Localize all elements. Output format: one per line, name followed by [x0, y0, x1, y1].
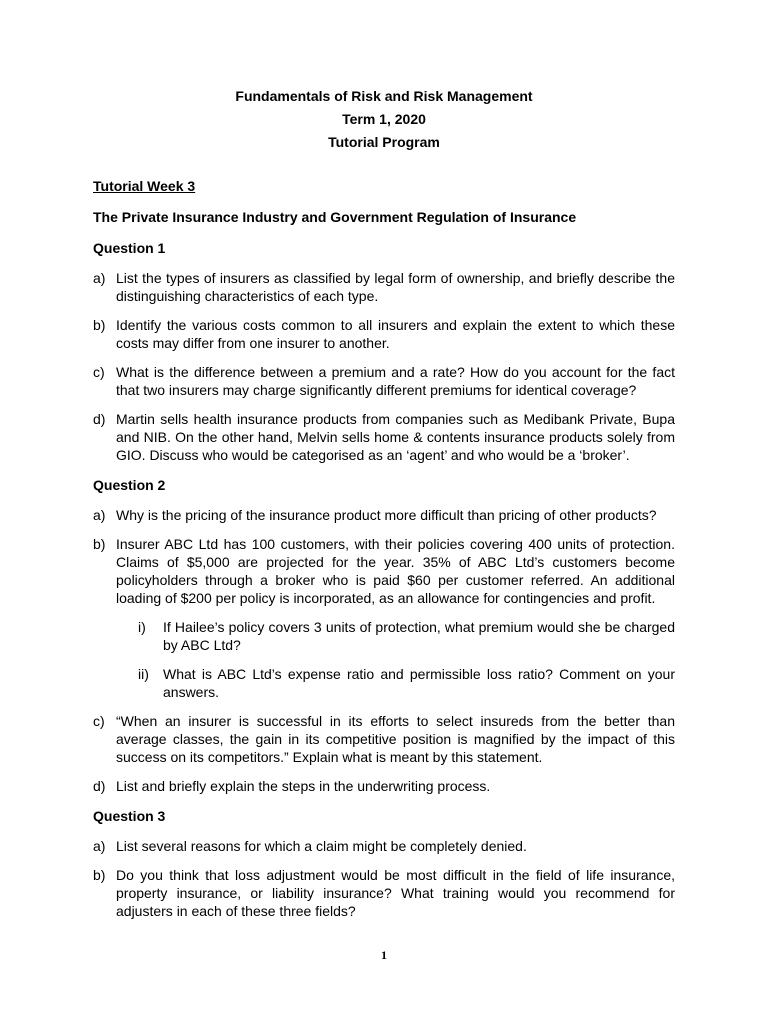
program-title: Tutorial Program [328, 134, 440, 150]
item-label: c) [93, 364, 105, 380]
item-text: “When an insurer is successful in its efforts to select insureds from the better than average classes, the gain in its competitive position is magnified by the impact of this success on its competitors.” Explain what is meant by this statement. [116, 713, 675, 765]
question-2c [93, 712, 675, 766]
document-header [93, 85, 675, 154]
item-label: d) [93, 411, 106, 427]
item-text: What is the difference between a premium and a rate? How do you account for the fact that two insurers may charge significantly different premiums for identical coverage? [116, 364, 675, 398]
question-2-heading: Question 2 [93, 477, 166, 493]
document-page [93, 85, 675, 931]
tutorial-week-heading: Tutorial Week 3 [93, 178, 196, 194]
item-label: a) [93, 270, 106, 286]
item-label: b) [93, 317, 106, 333]
subitem-text: What is ABC Ltd’s expense ratio and permissible loss ratio? Comment on your answers. [163, 666, 675, 700]
subitem-text: If Hailee’s policy covers 3 units of protection, what premium would she be charged by ABC Ltd? [163, 619, 675, 653]
section-subtitle: The Private Insurance Industry and Government Regulation of Insurance [93, 209, 577, 225]
subitem-label: i) [138, 619, 146, 635]
item-label: d) [93, 778, 106, 794]
question-3b [93, 866, 675, 920]
question-2b-ii [138, 665, 675, 701]
question-3-heading: Question 3 [93, 808, 166, 824]
question-3a [93, 837, 675, 855]
item-label: b) [93, 867, 106, 883]
question-1-heading: Question 1 [93, 240, 166, 256]
question-1d [93, 410, 675, 464]
subitem-label: ii) [138, 666, 149, 682]
question-1b [93, 316, 675, 352]
item-text: List the types of insurers as classified by legal form of ownership, and briefly describe the distinguishing characteristics of each type. [116, 270, 675, 304]
course-title: Fundamentals of Risk and Risk Management [235, 88, 533, 104]
question-1a [93, 269, 675, 305]
question-2d [93, 777, 675, 795]
item-text: Do you think that loss adjustment would be most difficult in the field of life insurance, property insurance, or liability insurance? What training would you recommend for adjusters in each of these three fields? [116, 867, 675, 919]
item-label: a) [93, 507, 106, 523]
item-text: Identify the various costs common to all insurers and explain the extent to which these costs may differ from one insurer to another. [116, 317, 675, 351]
question-2b [93, 535, 675, 607]
item-text: List and briefly explain the steps in the underwriting process. [116, 778, 491, 794]
item-text: List several reasons for which a claim might be completely denied. [116, 838, 527, 854]
item-text: Martin sells health insurance products from companies such as Medibank Private, Bupa and NIB. On the other hand, Melvin sells home & contents insurance products solely from GIO. Discuss who would be categorised as an ‘agent’ and who would be a ‘broker’. [116, 411, 675, 463]
question-2b-i [138, 618, 675, 654]
question-1c [93, 363, 675, 399]
page-number: 1 [381, 948, 387, 962]
term-title: Term 1, 2020 [342, 111, 426, 127]
item-label: a) [93, 838, 106, 854]
question-2a [93, 506, 675, 524]
item-text: Insurer ABC Ltd has 100 customers, with their policies covering 400 units of protection. Claims of $5,000 are projected for the year. 35% of ABC Ltd’s customers become policyholders through a broker who is paid $60 per customer referred. An additional loading of $200 per policy is incorporated, as an allowance for contingencies and profit. [116, 536, 675, 606]
item-text: Why is the pricing of the insurance product more difficult than pricing of other products? [116, 507, 657, 523]
item-label: c) [93, 713, 105, 729]
item-label: b) [93, 536, 106, 552]
